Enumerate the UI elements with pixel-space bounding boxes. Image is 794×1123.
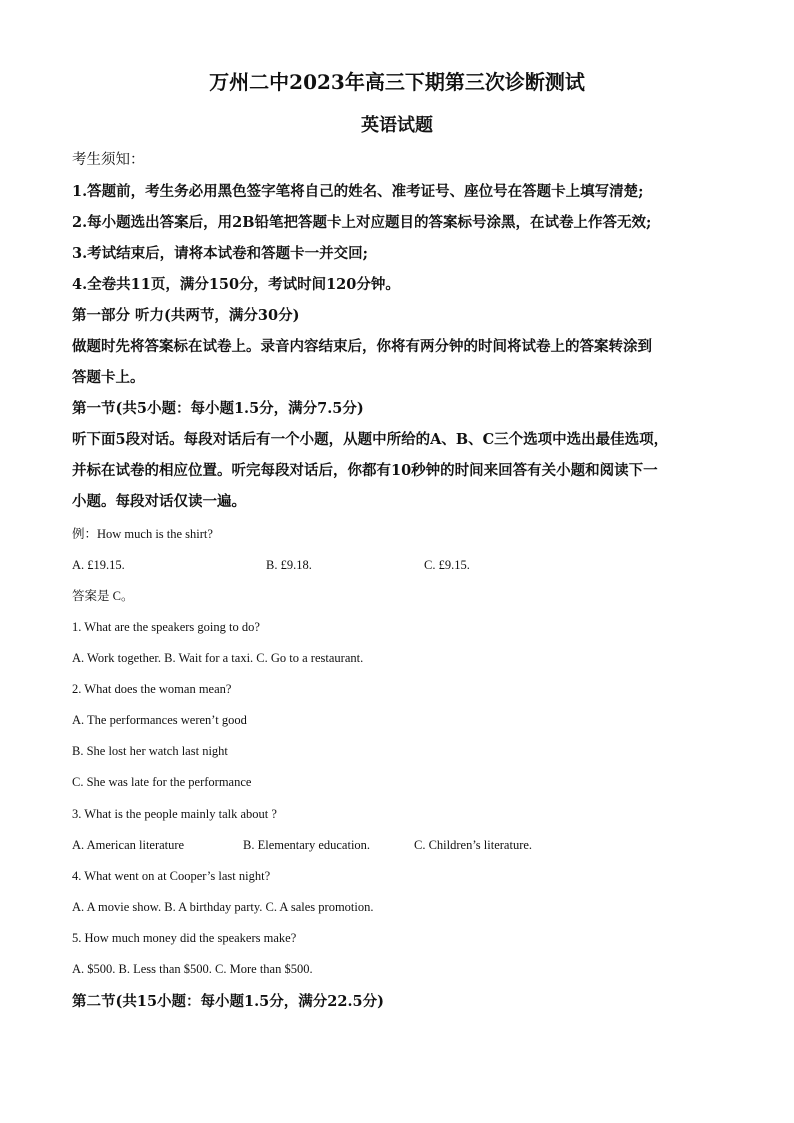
example-option-b: B. £9.18. bbox=[266, 558, 312, 572]
example-option-a: A. £19.15. bbox=[72, 558, 125, 572]
question-5: 5. How much money did the speakers make? bbox=[72, 931, 297, 945]
section1-instruction-line-2: 并标在试卷的相应位置。听完每段对话后，你都有10秒钟的时间来回答有关小题和阅读下一 bbox=[72, 462, 658, 479]
notice-item-1: 1.答题前，考生务必用黑色签字笔将自己的姓名、准考证号、座位号在答题卡上填写清楚; bbox=[72, 183, 644, 200]
question-2: 2. What does the woman mean? bbox=[72, 682, 232, 696]
notice-item-2: 2.每小题选出答案后，用2B铅笔把答题卡上对应题目的答案标号涂黑，在试卷上作答无效; bbox=[72, 214, 652, 231]
section1-instruction-line-1: 听下面5段对话。每段对话后有一个小题，从题中所给的A、B、C三个选项中选出最佳选项， bbox=[72, 431, 669, 448]
section1-instruction-line-3: 小题。每段对话仅读一遍。 bbox=[72, 493, 246, 510]
question-5-options: A. $500. B. Less than $500. C. More than $500. bbox=[72, 962, 313, 976]
example-answer: 答案是 C。 bbox=[72, 589, 134, 603]
question-3-option-a: A. American literature bbox=[72, 838, 185, 852]
example-option-c: C. £9.15. bbox=[424, 558, 470, 572]
notice-item-3: 3.考试结束后，请将本试卷和答题卡一并交回; bbox=[72, 245, 368, 262]
part1-instruction-line-1: 做题时先将答案标在试卷上。录音内容结束后，你将有两分钟的时间将试卷上的答案转涂到 bbox=[72, 338, 652, 355]
part1-instruction-line-2: 答题卡上。 bbox=[72, 369, 145, 386]
question-3: 3. What is the people mainly talk about ? bbox=[72, 807, 277, 821]
example-question: 例：How much is the shirt? bbox=[72, 527, 213, 541]
question-3-option-b: B. Elementary education. bbox=[243, 838, 371, 852]
section2-heading: 第二节(共15小题：每小题1.5分，满分22.5分) bbox=[72, 993, 384, 1010]
notice-heading: 考生须知： bbox=[72, 152, 145, 168]
question-2-option-b: B. She lost her watch last night bbox=[72, 744, 228, 758]
notice-item-4: 4.全卷共11页，满分150分，考试时间120分钟。 bbox=[72, 276, 400, 293]
section1-heading: 第一节(共5小题：每小题1.5分，满分7.5分) bbox=[72, 400, 364, 417]
question-3-option-c: C. Children’s literature. bbox=[414, 838, 533, 852]
page-subtitle: 英语试题 bbox=[361, 115, 433, 136]
question-1-options: A. Work together. B. Wait for a taxi. C. Go to a restaurant. bbox=[72, 651, 364, 665]
part1-heading: 第一部分 听力(共两节，满分30分) bbox=[72, 307, 300, 324]
page-title: 万州二中2023年高三下期第三次诊断测试 bbox=[209, 70, 585, 94]
question-4-options: A. A movie show. B. A birthday party. C. A sales promotion. bbox=[72, 900, 374, 914]
question-4: 4. What went on at Cooper’s last night? bbox=[72, 869, 271, 883]
question-2-option-a: A. The performances weren’t good bbox=[72, 713, 247, 727]
question-2-option-c: C. She was late for the performance bbox=[72, 775, 252, 789]
question-1: 1. What are the speakers going to do? bbox=[72, 620, 260, 634]
